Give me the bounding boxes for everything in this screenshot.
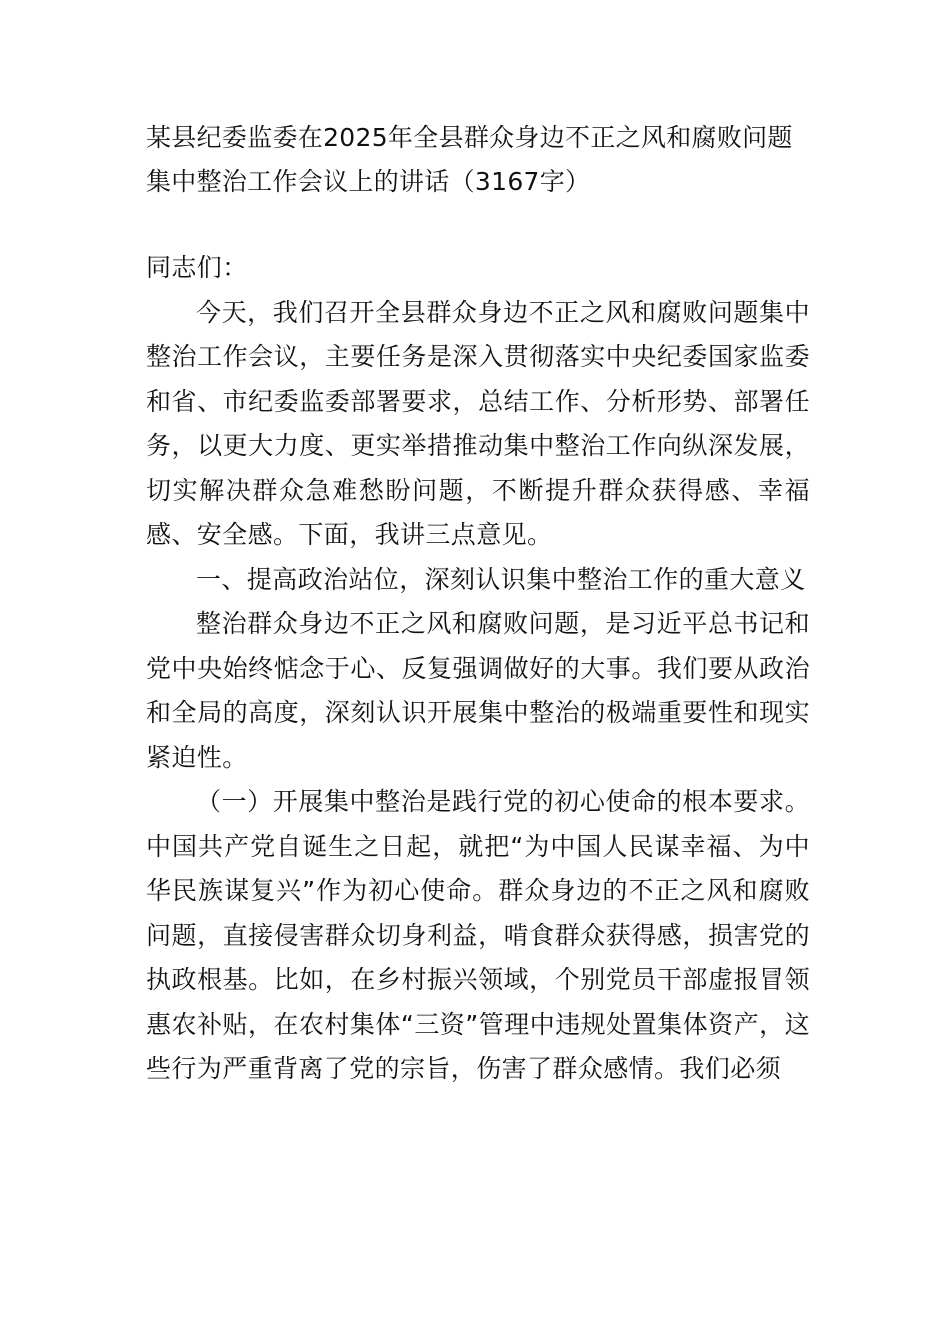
salutation: 同志们：	[146, 253, 248, 282]
document-title: 某县纪委监委在2025年全县群众身边不正之风和腐败问题集中整治工作会议上的讲话（3167字）	[146, 123, 793, 196]
paragraph-intro: 今天，我们召开全县群众身边不正之风和腐败问题集中整治工作会议，主要任务是深入贯彻落实中央纪委国家监委和省、市纪委监委部署要求，总结工作、分析形势、部署任务，以更大力度、更实举措推动集中整治工作向纵深发展，切实解决群众急难愁盼问题，不断提升群众获得感、幸福感、安全感。下面，我讲三点意见。	[146, 297, 810, 549]
section-heading-1: 一、提高政治站位，深刻认识集中整治工作的重大意义	[196, 564, 806, 594]
document-body	[146, 116, 810, 1092]
paragraph-subsection-1: （一）开展集中整治是践行党的初心使命的根本要求。中国共产党自诞生之日起，就把“为中国人民谋幸福、为中华民族谋复兴”作为初心使命。群众身边的不正之风和腐败问题，直接侵害群众切身利益，啃食群众获得感，损害党的执政根基。比如，在乡村振兴领域，个别党员干部虚报冒领惠农补贴，在农村集体“三资”管理中违规处置集体资产，这些行为严重背离了党的宗旨，伤害了群众感情。我们必须	[146, 787, 810, 1083]
paragraph-section-1: 整治群众身边不正之风和腐败问题，是习近平总书记和党中央始终惦念于心、反复强调做好的大事。我们要从政治和全局的高度，深刻认识开展集中整治的极端重要性和现实紧迫性。	[146, 609, 810, 772]
title-spacer	[146, 204, 810, 246]
